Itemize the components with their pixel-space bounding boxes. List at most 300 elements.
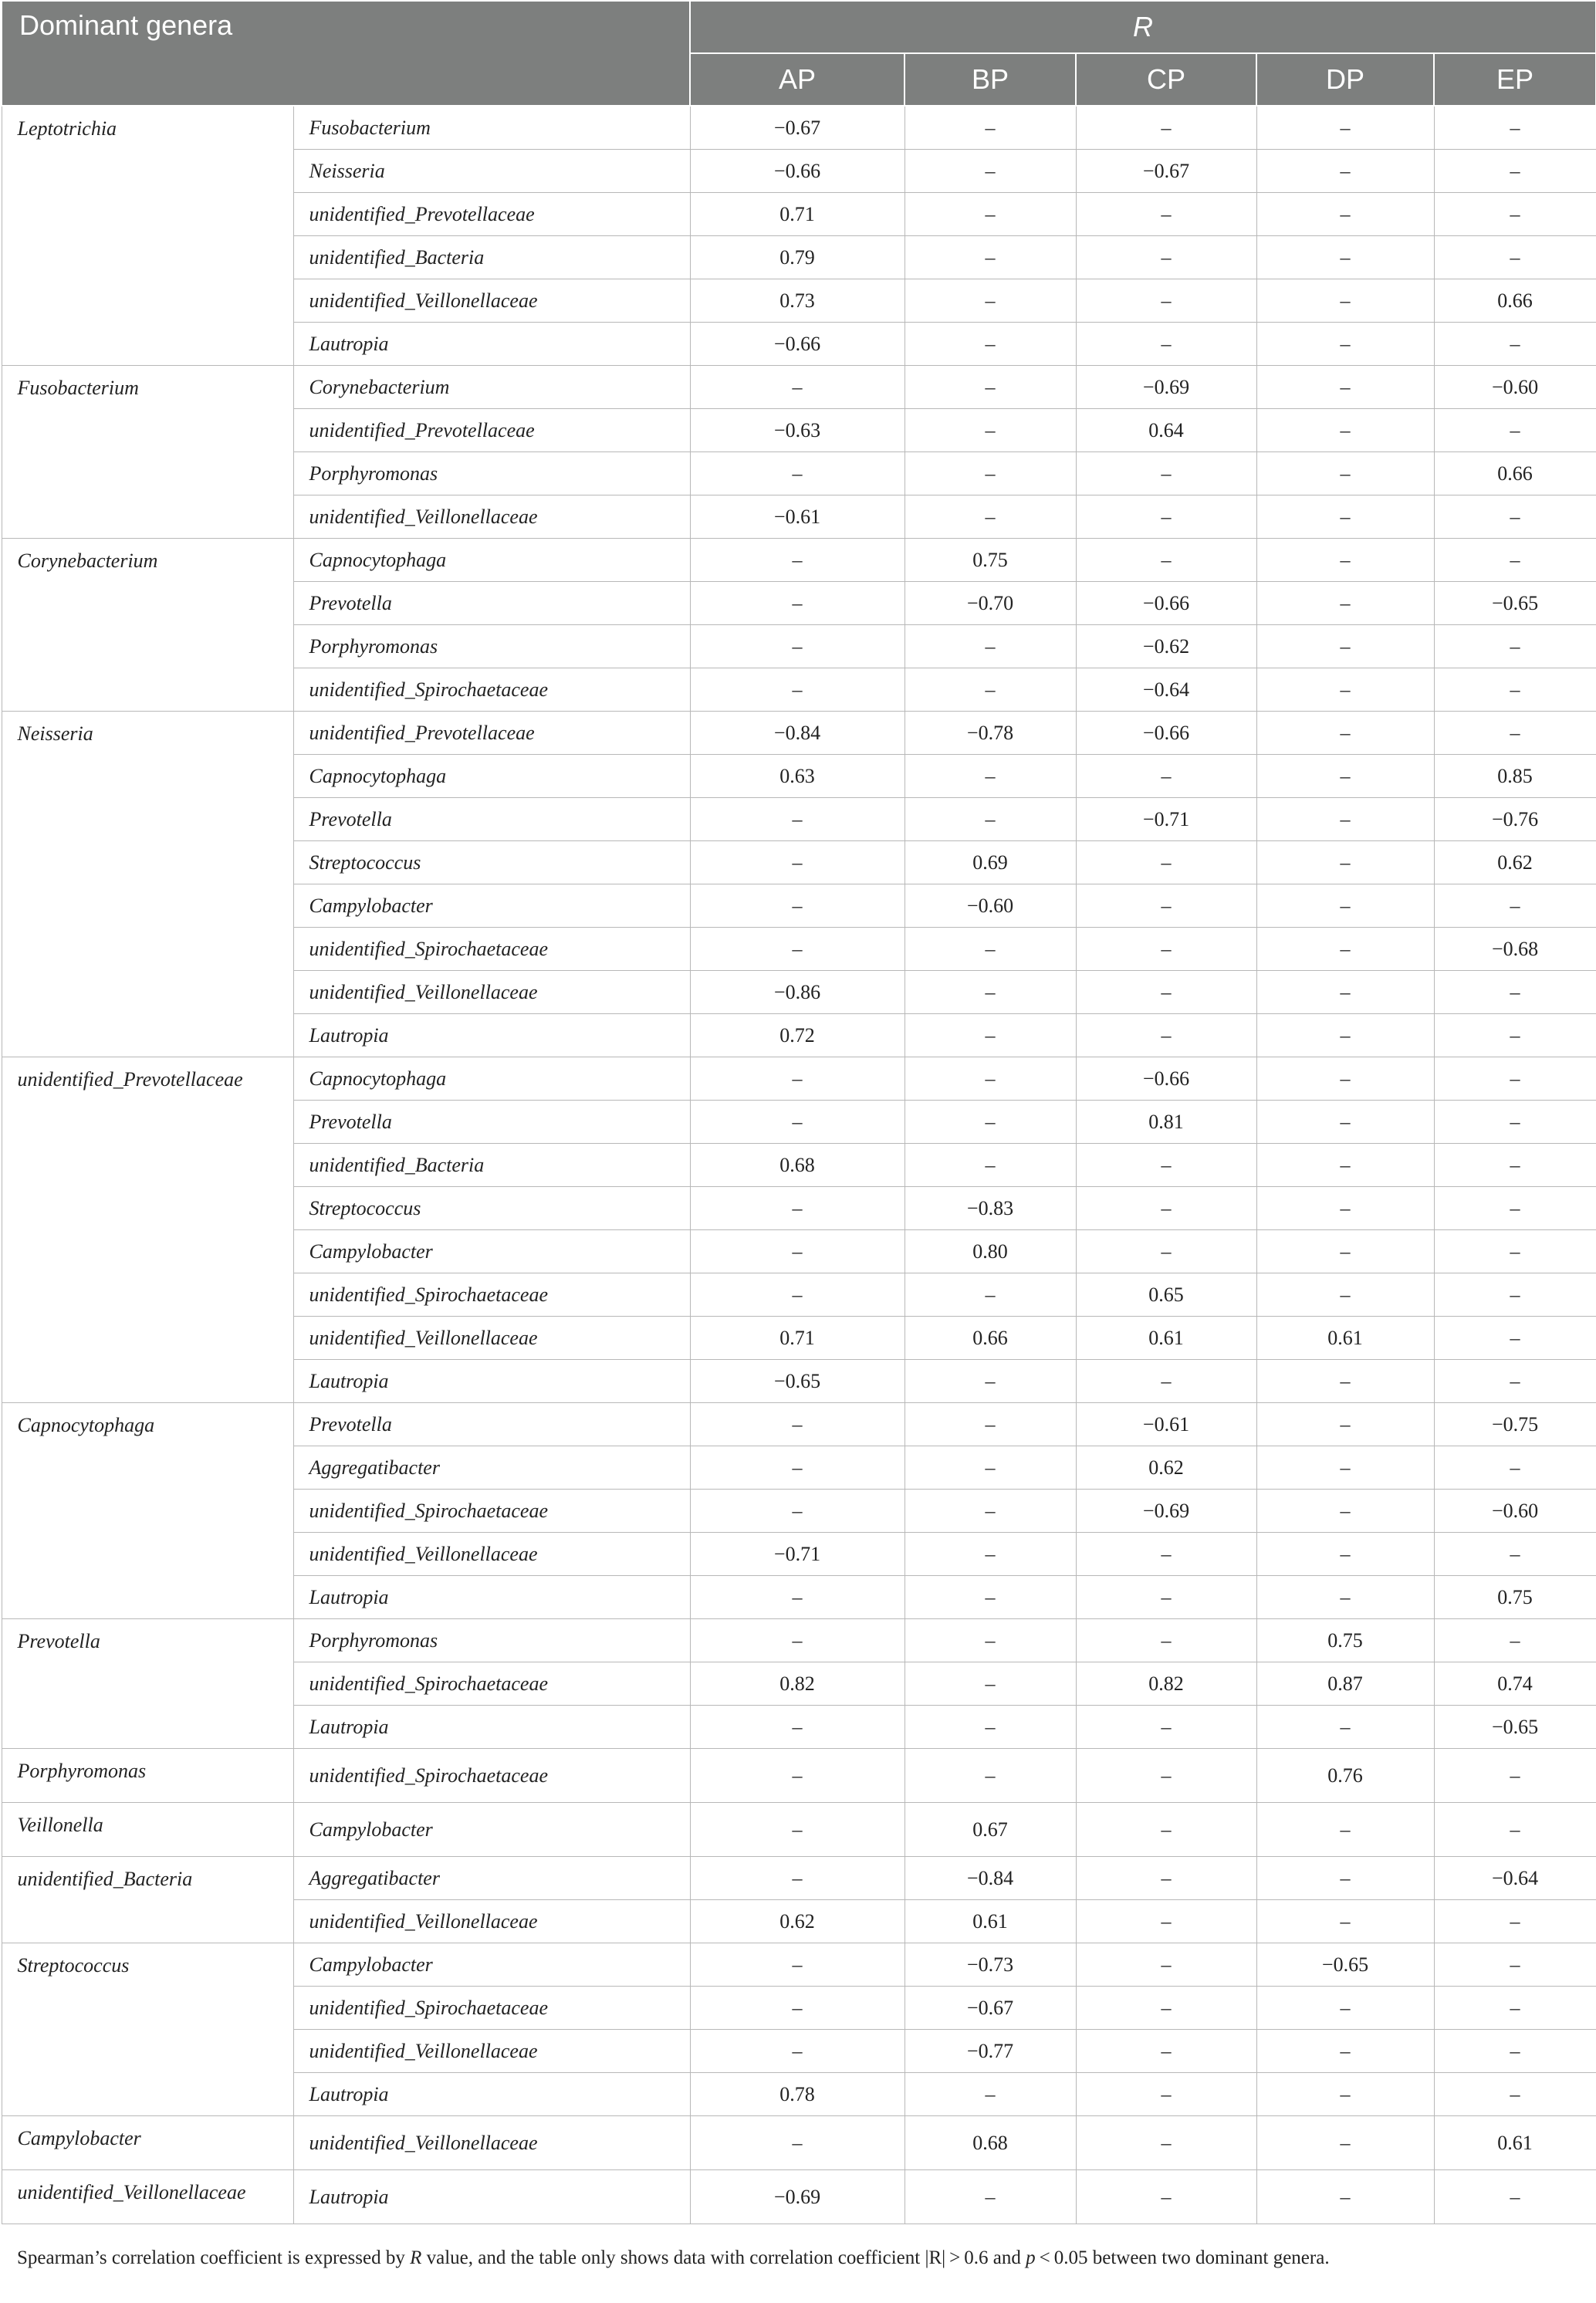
table-row — [2, 2116, 1596, 2170]
r-value-cell: – — [1076, 106, 1256, 150]
r-value-cell: −0.67 — [905, 1987, 1076, 2030]
r-value-cell: – — [1256, 582, 1434, 625]
r-value-cell: – — [1256, 1533, 1434, 1576]
r-value-cell: 0.82 — [690, 1662, 905, 1706]
r-value-cell: – — [690, 1187, 905, 1230]
r-value-cell: – — [1256, 1230, 1434, 1273]
r-value-cell: 0.66 — [1434, 279, 1596, 323]
r-value-cell: – — [690, 582, 905, 625]
r-value-cell: – — [690, 1403, 905, 1446]
r-value-cell: – — [1076, 452, 1256, 495]
r-value-cell: −0.66 — [690, 150, 905, 193]
r-value-cell: – — [1434, 1101, 1596, 1144]
r-value-cell: – — [1256, 236, 1434, 279]
r-value-cell: −0.84 — [905, 1857, 1076, 1900]
r-value-cell: – — [1256, 884, 1434, 928]
r-value-cell: −0.60 — [1434, 1490, 1596, 1533]
r-value-cell: – — [1256, 1803, 1434, 1857]
r-value-cell: −0.68 — [1434, 928, 1596, 971]
r-value-cell: 0.66 — [1434, 452, 1596, 495]
r-value-cell: – — [905, 1576, 1076, 1619]
partner-genus-cell: unidentified_Spirochaetaceae — [293, 1662, 690, 1706]
r-value-cell: – — [1256, 279, 1434, 323]
r-value-cell: – — [905, 1706, 1076, 1749]
dominant-genus-cell: Neisseria — [2, 712, 293, 1057]
table-row — [2, 1403, 1596, 1446]
r-value-cell: – — [1256, 495, 1434, 539]
r-value-cell: – — [1256, 1144, 1434, 1187]
r-value-cell: – — [905, 1273, 1076, 1317]
r-value-cell: – — [1076, 1749, 1256, 1803]
header-col-cp: CP — [1076, 53, 1256, 106]
r-value-cell: – — [905, 1446, 1076, 1490]
dominant-genus-cell: Capnocytophaga — [2, 1403, 293, 1619]
r-value-cell: – — [1076, 755, 1256, 798]
dominant-genus-cell: Porphyromonas — [2, 1749, 293, 1803]
r-value-cell: 0.87 — [1256, 1662, 1434, 1706]
r-value-cell: – — [1434, 668, 1596, 712]
r-value-cell: – — [1256, 150, 1434, 193]
partner-genus-cell: Porphyromonas — [293, 452, 690, 495]
r-value-cell: – — [690, 668, 905, 712]
r-value-cell: 0.75 — [905, 539, 1076, 582]
partner-genus-cell: Corynebacterium — [293, 366, 690, 409]
r-value-cell: – — [690, 1273, 905, 1317]
r-value-cell: – — [1256, 1403, 1434, 1446]
partner-genus-cell: unidentified_Spirochaetaceae — [293, 1273, 690, 1317]
r-value-cell: – — [905, 971, 1076, 1014]
r-value-cell: −0.61 — [690, 495, 905, 539]
r-value-cell: – — [1434, 193, 1596, 236]
r-value-cell: −0.64 — [1076, 668, 1256, 712]
r-value-cell: – — [690, 2030, 905, 2073]
r-value-cell: – — [1076, 2116, 1256, 2170]
r-value-cell: −0.65 — [1434, 1706, 1596, 1749]
r-value-cell: −0.77 — [905, 2030, 1076, 2073]
r-value-cell: – — [690, 539, 905, 582]
dominant-genus-cell: unidentified_Veillonellaceae — [2, 2170, 293, 2224]
r-value-cell: 0.68 — [905, 2116, 1076, 2170]
r-value-cell: – — [1256, 2030, 1434, 2073]
partner-genus-cell: Capnocytophaga — [293, 539, 690, 582]
r-value-cell: – — [1434, 1273, 1596, 1317]
r-value-cell: – — [1434, 150, 1596, 193]
r-value-cell: – — [1076, 539, 1256, 582]
r-value-cell: – — [905, 106, 1076, 150]
r-value-cell: – — [1256, 193, 1434, 236]
r-value-cell: – — [1076, 971, 1256, 1014]
r-value-cell: – — [1434, 1317, 1596, 1360]
r-value-cell: – — [1076, 1360, 1256, 1403]
r-value-cell: −0.65 — [690, 1360, 905, 1403]
partner-genus-cell: unidentified_Veillonellaceae — [293, 279, 690, 323]
r-value-cell: – — [1256, 409, 1434, 452]
table-body — [2, 106, 1596, 2224]
r-value-cell: – — [1076, 1014, 1256, 1057]
r-value-cell: – — [1434, 1533, 1596, 1576]
r-value-cell: – — [1076, 1943, 1256, 1987]
table-row — [2, 106, 1596, 150]
r-value-cell: −0.62 — [1076, 625, 1256, 668]
r-value-cell: −0.76 — [1434, 798, 1596, 841]
r-value-cell: 0.75 — [1256, 1619, 1434, 1662]
partner-genus-cell: Prevotella — [293, 582, 690, 625]
r-value-cell: – — [1256, 366, 1434, 409]
r-value-cell: – — [1434, 1900, 1596, 1943]
header-r: R — [690, 1, 1596, 53]
partner-genus-cell: Aggregatibacter — [293, 1446, 690, 1490]
r-value-cell: – — [905, 150, 1076, 193]
r-value-cell: −0.69 — [1076, 366, 1256, 409]
r-value-cell: – — [1076, 279, 1256, 323]
r-value-cell: – — [690, 366, 905, 409]
r-value-cell: 0.78 — [690, 2073, 905, 2116]
table-row — [2, 1803, 1596, 1857]
r-value-cell: 0.69 — [905, 841, 1076, 884]
footnote-p: p — [1026, 2247, 1036, 2268]
r-value-cell: 0.76 — [1256, 1749, 1434, 1803]
r-value-cell: – — [905, 1101, 1076, 1144]
partner-genus-cell: Campylobacter — [293, 884, 690, 928]
r-value-cell: −0.60 — [1434, 366, 1596, 409]
r-value-cell: – — [1256, 1273, 1434, 1317]
r-value-cell: – — [905, 409, 1076, 452]
table-header — [2, 1, 1596, 106]
r-value-cell: – — [1076, 1576, 1256, 1619]
r-value-cell: – — [1256, 1057, 1434, 1101]
r-value-cell: – — [1256, 971, 1434, 1014]
r-value-cell: – — [905, 1662, 1076, 1706]
r-value-cell: – — [1076, 1857, 1256, 1900]
r-value-cell: −0.69 — [1076, 1490, 1256, 1533]
r-value-cell: – — [1434, 1144, 1596, 1187]
r-value-cell: – — [905, 1490, 1076, 1533]
r-value-cell: – — [690, 1803, 905, 1857]
r-value-cell: – — [690, 1706, 905, 1749]
table-row — [2, 1749, 1596, 1803]
r-value-cell: – — [1076, 1187, 1256, 1230]
r-value-cell: – — [1434, 409, 1596, 452]
r-value-cell: – — [1434, 1446, 1596, 1490]
r-value-cell: – — [1434, 1987, 1596, 2030]
partner-genus-cell: Prevotella — [293, 1101, 690, 1144]
r-value-cell: – — [1256, 1446, 1434, 1490]
partner-genus-cell: unidentified_Prevotellaceae — [293, 193, 690, 236]
r-value-cell: −0.63 — [690, 409, 905, 452]
r-value-cell: 0.80 — [905, 1230, 1076, 1273]
r-value-cell: 0.68 — [690, 1144, 905, 1187]
dominant-genus-cell: Campylobacter — [2, 2116, 293, 2170]
r-value-cell: – — [1256, 1187, 1434, 1230]
r-value-cell: – — [1076, 1533, 1256, 1576]
r-value-cell: – — [1076, 1987, 1256, 2030]
partner-genus-cell: Porphyromonas — [293, 625, 690, 668]
r-value-cell: – — [905, 755, 1076, 798]
r-value-cell: – — [905, 2170, 1076, 2224]
r-value-cell: 0.71 — [690, 193, 905, 236]
partner-genus-cell: Lautropia — [293, 323, 690, 366]
r-value-cell: – — [1256, 1490, 1434, 1533]
r-value-cell: −0.69 — [690, 2170, 905, 2224]
table-row — [2, 712, 1596, 755]
r-value-cell: – — [905, 366, 1076, 409]
r-value-cell: – — [1256, 1900, 1434, 1943]
r-value-cell: – — [905, 495, 1076, 539]
r-value-cell: – — [905, 1144, 1076, 1187]
dominant-genus-cell: Fusobacterium — [2, 366, 293, 539]
partner-genus-cell: unidentified_Spirochaetaceae — [293, 668, 690, 712]
r-value-cell: – — [1076, 884, 1256, 928]
r-value-cell: 0.82 — [1076, 1662, 1256, 1706]
r-value-cell: – — [1434, 1014, 1596, 1057]
r-value-cell: – — [1076, 1619, 1256, 1662]
r-value-cell: – — [1256, 928, 1434, 971]
r-value-cell: – — [1076, 2170, 1256, 2224]
partner-genus-cell: Prevotella — [293, 1403, 690, 1446]
r-value-cell: – — [690, 884, 905, 928]
partner-genus-cell: Lautropia — [293, 1014, 690, 1057]
r-value-cell: – — [1076, 193, 1256, 236]
r-value-cell: – — [1256, 1360, 1434, 1403]
r-value-cell: – — [905, 1057, 1076, 1101]
partner-genus-cell: Capnocytophaga — [293, 1057, 690, 1101]
r-value-cell: – — [1434, 884, 1596, 928]
r-value-cell: – — [1076, 2030, 1256, 2073]
r-value-cell: – — [1076, 2073, 1256, 2116]
table-row — [2, 1857, 1596, 1900]
table-row — [2, 1619, 1596, 1662]
r-value-cell: – — [1076, 236, 1256, 279]
r-value-cell: – — [1256, 2116, 1434, 2170]
r-value-cell: – — [905, 1014, 1076, 1057]
r-value-cell: 0.72 — [690, 1014, 905, 1057]
r-value-cell: −0.65 — [1256, 1943, 1434, 1987]
r-value-cell: – — [1434, 971, 1596, 1014]
partner-genus-cell: Aggregatibacter — [293, 1857, 690, 1900]
partner-genus-cell: unidentified_Veillonellaceae — [293, 2030, 690, 2073]
r-value-cell: – — [905, 625, 1076, 668]
table-footnote — [17, 2247, 1330, 2269]
r-value-cell: 0.63 — [690, 755, 905, 798]
r-value-cell: – — [1434, 1360, 1596, 1403]
footnote-text-2: value, and the table only shows data with correlation coefficient |R| > 0.6 and — [421, 2247, 1026, 2268]
r-value-cell: – — [690, 1230, 905, 1273]
r-value-cell: 0.62 — [1076, 1446, 1256, 1490]
r-value-cell: – — [1434, 236, 1596, 279]
partner-genus-cell: unidentified_Veillonellaceae — [293, 2116, 690, 2170]
r-value-cell: 0.75 — [1434, 1576, 1596, 1619]
r-value-cell: −0.67 — [690, 106, 905, 150]
partner-genus-cell: unidentified_Spirochaetaceae — [293, 928, 690, 971]
r-value-cell: −0.66 — [1076, 712, 1256, 755]
r-value-cell: – — [905, 1533, 1076, 1576]
r-value-cell: −0.67 — [1076, 150, 1256, 193]
r-value-cell: 0.61 — [1076, 1317, 1256, 1360]
table-row — [2, 2170, 1596, 2224]
r-value-cell: – — [1434, 1749, 1596, 1803]
r-value-cell: – — [1256, 1101, 1434, 1144]
r-value-cell: – — [1434, 1230, 1596, 1273]
r-value-cell: −0.61 — [1076, 1403, 1256, 1446]
r-value-cell: – — [690, 798, 905, 841]
r-value-cell: – — [1256, 1576, 1434, 1619]
r-value-cell: – — [1256, 755, 1434, 798]
r-value-cell: −0.84 — [690, 712, 905, 755]
r-value-cell: – — [1434, 495, 1596, 539]
partner-genus-cell: unidentified_Spirochaetaceae — [293, 1987, 690, 2030]
partner-genus-cell: Lautropia — [293, 2073, 690, 2116]
r-value-cell: – — [1256, 798, 1434, 841]
r-value-cell: −0.75 — [1434, 1403, 1596, 1446]
r-value-cell: – — [905, 928, 1076, 971]
r-value-cell: – — [1434, 1187, 1596, 1230]
correlation-table — [1, 0, 1596, 2224]
header-col-ap: AP — [690, 53, 905, 106]
partner-genus-cell: Campylobacter — [293, 1803, 690, 1857]
r-value-cell: – — [1076, 495, 1256, 539]
r-value-cell: – — [690, 2116, 905, 2170]
r-value-cell: – — [1434, 2170, 1596, 2224]
r-value-cell: 0.79 — [690, 236, 905, 279]
r-value-cell: −0.83 — [905, 1187, 1076, 1230]
r-value-cell: – — [690, 1943, 905, 1987]
dominant-genus-cell: Streptococcus — [2, 1943, 293, 2116]
partner-genus-cell: Streptococcus — [293, 841, 690, 884]
r-value-cell: −0.66 — [1076, 582, 1256, 625]
r-value-cell: 0.61 — [905, 1900, 1076, 1943]
r-value-cell: – — [905, 2073, 1076, 2116]
r-value-cell: – — [1434, 323, 1596, 366]
r-value-cell: – — [690, 1619, 905, 1662]
r-value-cell: – — [1256, 106, 1434, 150]
r-value-cell: – — [690, 841, 905, 884]
partner-genus-cell: unidentified_Veillonellaceae — [293, 971, 690, 1014]
r-value-cell: – — [690, 1857, 905, 1900]
r-value-cell: – — [1076, 323, 1256, 366]
partner-genus-cell: Lautropia — [293, 1706, 690, 1749]
r-value-cell: – — [1076, 841, 1256, 884]
r-value-cell: – — [1434, 2030, 1596, 2073]
r-value-cell: – — [1256, 841, 1434, 884]
r-value-cell: – — [1434, 1619, 1596, 1662]
r-value-cell: – — [1434, 1057, 1596, 1101]
r-value-cell: −0.70 — [905, 582, 1076, 625]
partner-genus-cell: unidentified_Bacteria — [293, 236, 690, 279]
r-value-cell: – — [690, 1749, 905, 1803]
r-value-cell: – — [905, 1360, 1076, 1403]
r-value-cell: 0.67 — [905, 1803, 1076, 1857]
r-value-cell: – — [690, 452, 905, 495]
r-value-cell: 0.61 — [1434, 2116, 1596, 2170]
r-value-cell: – — [905, 1619, 1076, 1662]
partner-genus-cell: Streptococcus — [293, 1187, 690, 1230]
partner-genus-cell: Campylobacter — [293, 1943, 690, 1987]
r-value-cell: – — [1434, 539, 1596, 582]
table-row — [2, 1057, 1596, 1101]
r-value-cell: – — [690, 928, 905, 971]
partner-genus-cell: unidentified_Veillonellaceae — [293, 495, 690, 539]
r-value-cell: – — [1256, 2073, 1434, 2116]
r-value-cell: 0.73 — [690, 279, 905, 323]
header-col-bp: BP — [905, 53, 1076, 106]
r-value-cell: – — [1256, 668, 1434, 712]
r-value-cell: – — [905, 1749, 1076, 1803]
partner-genus-cell: Porphyromonas — [293, 1619, 690, 1662]
r-value-cell: – — [905, 236, 1076, 279]
r-value-cell: – — [1434, 625, 1596, 668]
dominant-genus-cell: Prevotella — [2, 1619, 293, 1749]
partner-genus-cell: Lautropia — [293, 2170, 690, 2224]
r-value-cell: – — [1434, 2073, 1596, 2116]
r-value-cell: – — [690, 1490, 905, 1533]
footnote-r: R — [410, 2247, 422, 2268]
r-value-cell: – — [1076, 1900, 1256, 1943]
r-value-cell: – — [905, 279, 1076, 323]
r-value-cell: – — [1256, 1987, 1434, 2030]
r-value-cell: – — [1256, 1706, 1434, 1749]
r-value-cell: 0.71 — [690, 1317, 905, 1360]
r-value-cell: – — [1256, 712, 1434, 755]
r-value-cell: – — [1076, 1144, 1256, 1187]
r-value-cell: – — [1256, 323, 1434, 366]
partner-genus-cell: Lautropia — [293, 1576, 690, 1619]
r-value-cell: – — [690, 1576, 905, 1619]
r-value-cell: −0.60 — [905, 884, 1076, 928]
r-value-cell: – — [690, 1101, 905, 1144]
r-value-cell: −0.71 — [690, 1533, 905, 1576]
footnote-text-3: < 0.05 between two dominant genera. — [1035, 2247, 1330, 2268]
r-value-cell: – — [1076, 1230, 1256, 1273]
partner-genus-cell: unidentified_Bacteria — [293, 1144, 690, 1187]
partner-genus-cell: Prevotella — [293, 798, 690, 841]
header-col-dp: DP — [1256, 53, 1434, 106]
r-value-cell: – — [1256, 1014, 1434, 1057]
table-row — [2, 366, 1596, 409]
partner-genus-cell: Fusobacterium — [293, 106, 690, 150]
r-value-cell: −0.73 — [905, 1943, 1076, 1987]
r-value-cell: −0.64 — [1434, 1857, 1596, 1900]
r-value-cell: – — [1434, 712, 1596, 755]
r-value-cell: 0.81 — [1076, 1101, 1256, 1144]
partner-genus-cell: unidentified_Veillonellaceae — [293, 1533, 690, 1576]
partner-genus-cell: Capnocytophaga — [293, 755, 690, 798]
partner-genus-cell: Neisseria — [293, 150, 690, 193]
r-value-cell: – — [1076, 1706, 1256, 1749]
footnote-text-1: Spearman’s correlation coefficient is expressed by — [17, 2247, 411, 2268]
r-value-cell: – — [905, 798, 1076, 841]
dominant-genus-cell: unidentified_Bacteria — [2, 1857, 293, 1943]
partner-genus-cell: unidentified_Prevotellaceae — [293, 712, 690, 755]
r-value-cell: – — [690, 1446, 905, 1490]
r-value-cell: 0.61 — [1256, 1317, 1434, 1360]
r-value-cell: – — [690, 1057, 905, 1101]
r-value-cell: – — [690, 1987, 905, 2030]
partner-genus-cell: Campylobacter — [293, 1230, 690, 1273]
r-value-cell: −0.66 — [1076, 1057, 1256, 1101]
r-value-cell: – — [1256, 539, 1434, 582]
r-value-cell: – — [690, 625, 905, 668]
table-row — [2, 539, 1596, 582]
r-value-cell: – — [905, 452, 1076, 495]
r-value-cell: – — [1434, 1803, 1596, 1857]
r-value-cell: – — [905, 668, 1076, 712]
partner-genus-cell: unidentified_Spirochaetaceae — [293, 1490, 690, 1533]
table-row — [2, 1943, 1596, 1987]
partner-genus-cell: Lautropia — [293, 1360, 690, 1403]
r-value-cell: −0.86 — [690, 971, 905, 1014]
dominant-genus-cell: Leptotrichia — [2, 106, 293, 366]
partner-genus-cell: unidentified_Veillonellaceae — [293, 1900, 690, 1943]
